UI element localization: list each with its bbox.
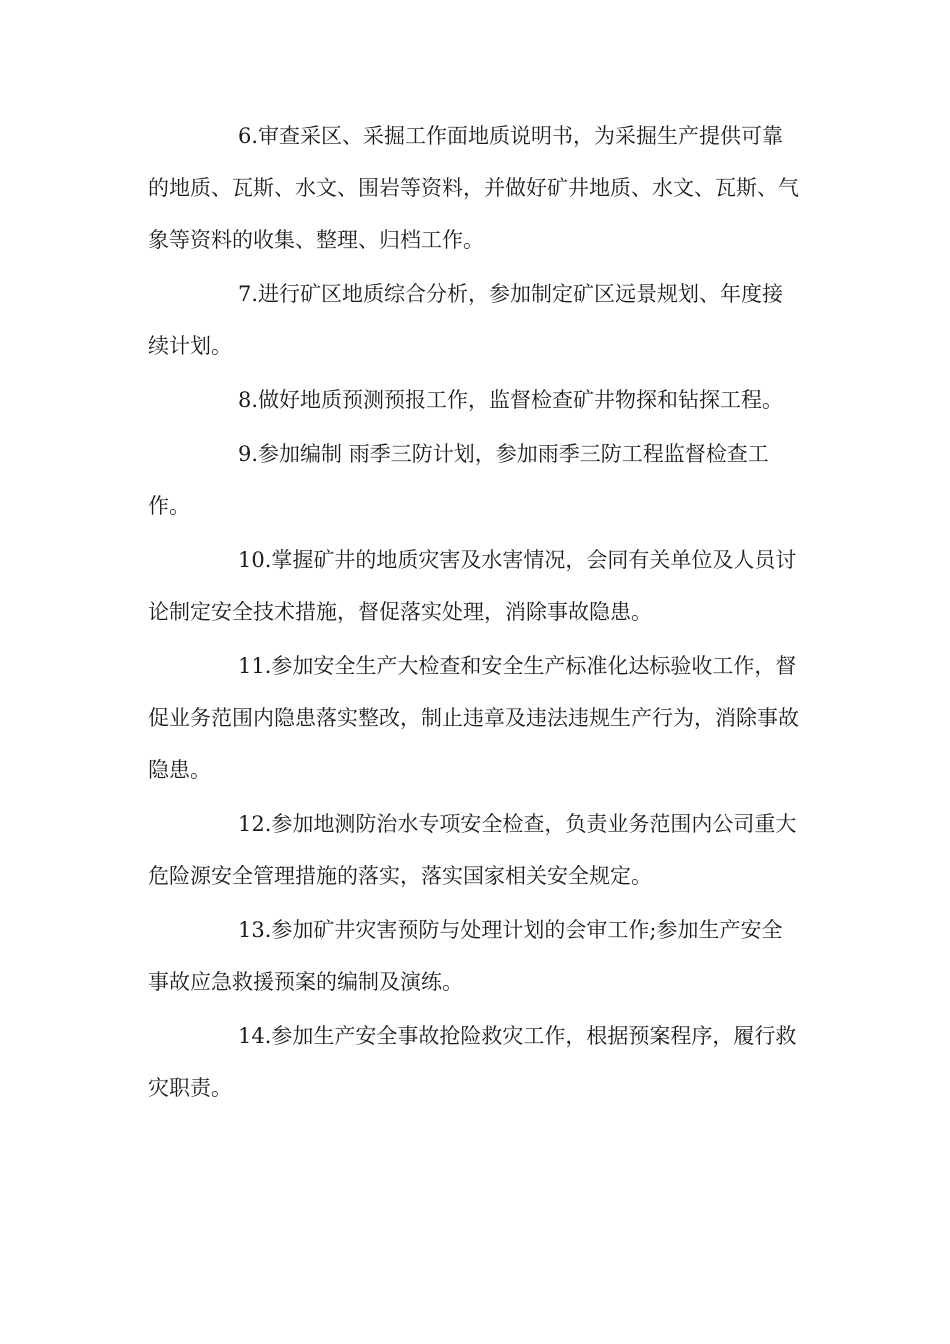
paragraph-item-10: 10.掌握矿井的地质灾害及水害情况，会同有关单位及人员讨论制定安全技术措施，督促落实处理，消除事故隐患。 xyxy=(148,548,797,624)
paragraph-item-8: 8.做好地质预测预报工作，监督检查矿井物探和钻探工程。 xyxy=(238,388,784,412)
paragraph-item-11: 11.参加安全生产大检查和安全生产标准化达标验收工作，督促业务范围内隐患落实整改，制止违章及违法违规生产行为，消除事故隐患。 xyxy=(148,654,799,782)
paragraph-item-7: 7.进行矿区地质综合分析，参加制定矿区远景规划、年度接续计划。 xyxy=(148,282,784,358)
paragraph-item-12: 12.参加地测防治水专项安全检查，负责业务范围内公司重大危险源安全管理措施的落实，落实国家相关安全规定。 xyxy=(148,812,797,888)
paragraph-item-13: 13.参加矿井灾害预防与处理计划的会审工作;参加生产安全事故应急救援预案的编制及演练。 xyxy=(148,918,783,994)
paragraph-item-14: 14.参加生产安全事故抢险救灾工作，根据预案程序，履行救灾职责。 xyxy=(148,1024,797,1100)
paragraph-item-6: 6.审查采区、采掘工作面地质说明书，为采掘生产提供可靠的地质、瓦斯、水文、围岩等资料，并做好矿井地质、水文、瓦斯、气象等资料的收集、整理、归档工作。 xyxy=(148,124,799,252)
paragraph-item-9: 9.参加编制 雨季三防计划，参加雨季三防工程监督检查工作。 xyxy=(148,442,769,518)
document-body xyxy=(148,110,800,1116)
